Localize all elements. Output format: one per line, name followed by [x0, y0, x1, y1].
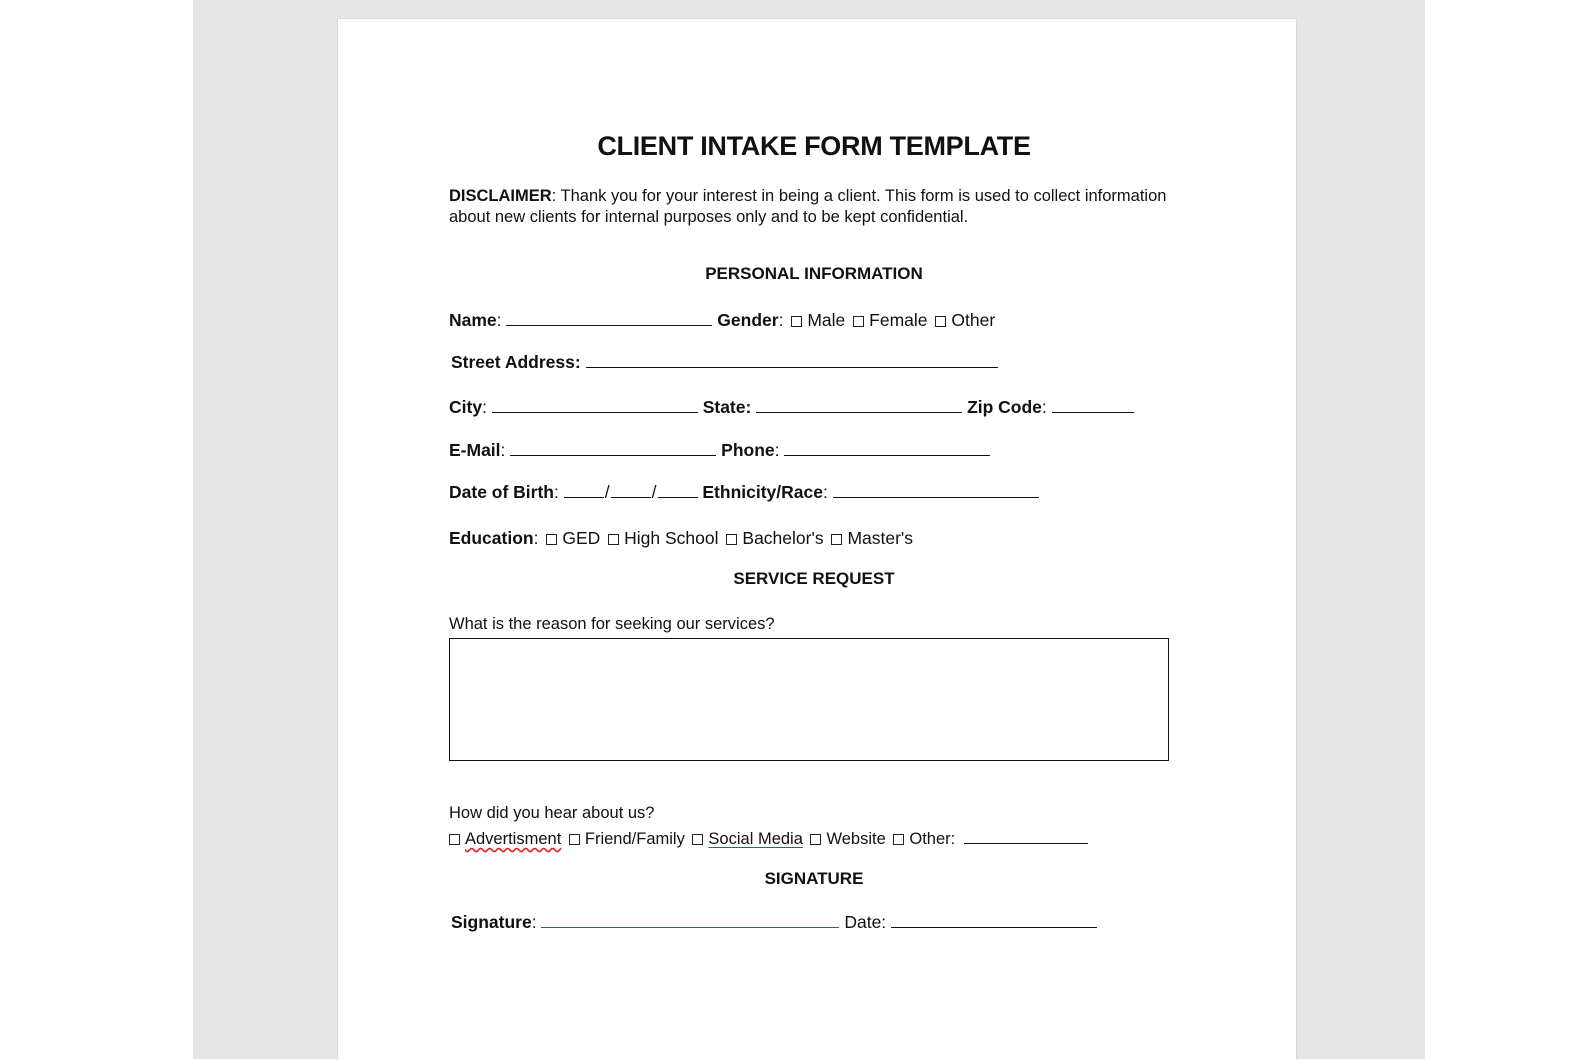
education-option-ged: GED — [562, 528, 601, 548]
hear-option-website: Website — [826, 830, 886, 848]
colon: : — [500, 440, 506, 460]
education-option-bachelors: Bachelor's — [742, 528, 824, 548]
city-field[interactable] — [492, 396, 698, 413]
phone-label: Phone — [721, 440, 775, 460]
colon: : — [778, 310, 784, 330]
disclaimer-label: DISCLAIMER — [449, 187, 552, 205]
name-field[interactable] — [506, 309, 712, 326]
dob-separator: / — [651, 482, 657, 502]
signature-heading: SIGNATURE — [764, 869, 864, 888]
dob-ethnicity-row — [449, 481, 1039, 503]
date-label: Date: — [844, 912, 887, 932]
dob-label: Date of Birth — [449, 482, 554, 502]
hear-other-field[interactable] — [964, 827, 1088, 844]
hear-option-social-media: Social Media — [708, 830, 803, 848]
gender-option-male: Male — [807, 310, 846, 330]
gender-label: Gender — [717, 310, 779, 330]
hear-website-checkbox[interactable] — [810, 834, 821, 845]
city-state-zip-row — [449, 396, 1134, 418]
ethnicity-field[interactable] — [833, 481, 1039, 498]
reason-question: What is the reason for seeking our services? — [449, 615, 775, 633]
education-label: Education — [449, 528, 534, 548]
education-option-masters: Master's — [847, 528, 914, 548]
gender-other-checkbox[interactable] — [935, 316, 946, 327]
dob-year-field[interactable] — [658, 481, 698, 498]
colon: : — [482, 397, 487, 417]
signature-label: Signature — [451, 912, 532, 932]
state-field[interactable] — [756, 396, 962, 413]
name-gender-row — [449, 309, 995, 331]
colon: : — [533, 528, 539, 548]
colon: : — [1041, 397, 1047, 417]
gender-female-checkbox[interactable] — [853, 316, 864, 327]
state-label: State: — [702, 397, 752, 417]
hear-about-question: How did you hear about us? — [449, 804, 655, 822]
city-label: City — [449, 397, 483, 417]
service-request-heading: SERVICE REQUEST — [733, 569, 895, 588]
education-ged-checkbox[interactable] — [546, 534, 557, 545]
hear-social-media-checkbox[interactable] — [692, 834, 703, 845]
hear-friend-family-checkbox[interactable] — [569, 834, 580, 845]
name-label: Name — [449, 310, 497, 330]
education-masters-checkbox[interactable] — [831, 534, 842, 545]
ethnicity-label: Ethnicity/Race — [702, 482, 823, 502]
hear-option-other: Other: — [909, 830, 956, 848]
date-field[interactable] — [891, 911, 1097, 928]
education-option-high-school: High School — [624, 528, 719, 548]
dob-month-field[interactable] — [564, 481, 604, 498]
email-field[interactable] — [510, 439, 716, 456]
colon: : — [531, 912, 537, 932]
form-title: CLIENT INTAKE FORM TEMPLATE — [597, 131, 1031, 161]
dob-day-field[interactable] — [611, 481, 651, 498]
phone-field[interactable] — [784, 439, 990, 456]
hear-option-advertisment: Advertisment — [465, 830, 562, 848]
colon: : — [774, 440, 780, 460]
gender-option-female: Female — [869, 310, 928, 330]
zip-code-label: Zip Code — [967, 397, 1042, 417]
education-bachelors-checkbox[interactable] — [726, 534, 737, 545]
disclaimer-text: : Thank you for your interest in being a client. This form is used to collect information about new clients for internal purposes only and to be kept confidential. — [449, 187, 1167, 226]
hear-other-checkbox[interactable] — [893, 834, 904, 845]
education-high-school-checkbox[interactable] — [608, 534, 619, 545]
signature-field[interactable] — [541, 911, 839, 928]
personal-information-heading: PERSONAL INFORMATION — [705, 264, 923, 283]
colon: : — [496, 310, 502, 330]
street-address-field[interactable] — [586, 351, 998, 368]
colon: : — [822, 482, 828, 502]
disclaimer — [449, 186, 1179, 228]
street-address-row — [451, 351, 998, 373]
hear-about-options-row — [449, 827, 1088, 850]
hear-option-friend-family: Friend/Family — [584, 830, 685, 848]
signature-date-row — [451, 911, 1097, 933]
document-page — [337, 18, 1297, 1060]
email-phone-row — [449, 439, 990, 461]
reason-text-area[interactable] — [449, 638, 1169, 761]
hear-advertisment-checkbox[interactable] — [449, 834, 460, 845]
gender-male-checkbox[interactable] — [791, 316, 802, 327]
street-address-label: Street Address: — [451, 352, 581, 372]
zip-code-field[interactable] — [1052, 396, 1134, 413]
colon: : — [554, 482, 559, 502]
gender-option-other: Other — [951, 310, 996, 330]
email-label: E-Mail — [449, 440, 501, 460]
education-row — [449, 527, 913, 549]
dob-separator: / — [604, 482, 610, 502]
